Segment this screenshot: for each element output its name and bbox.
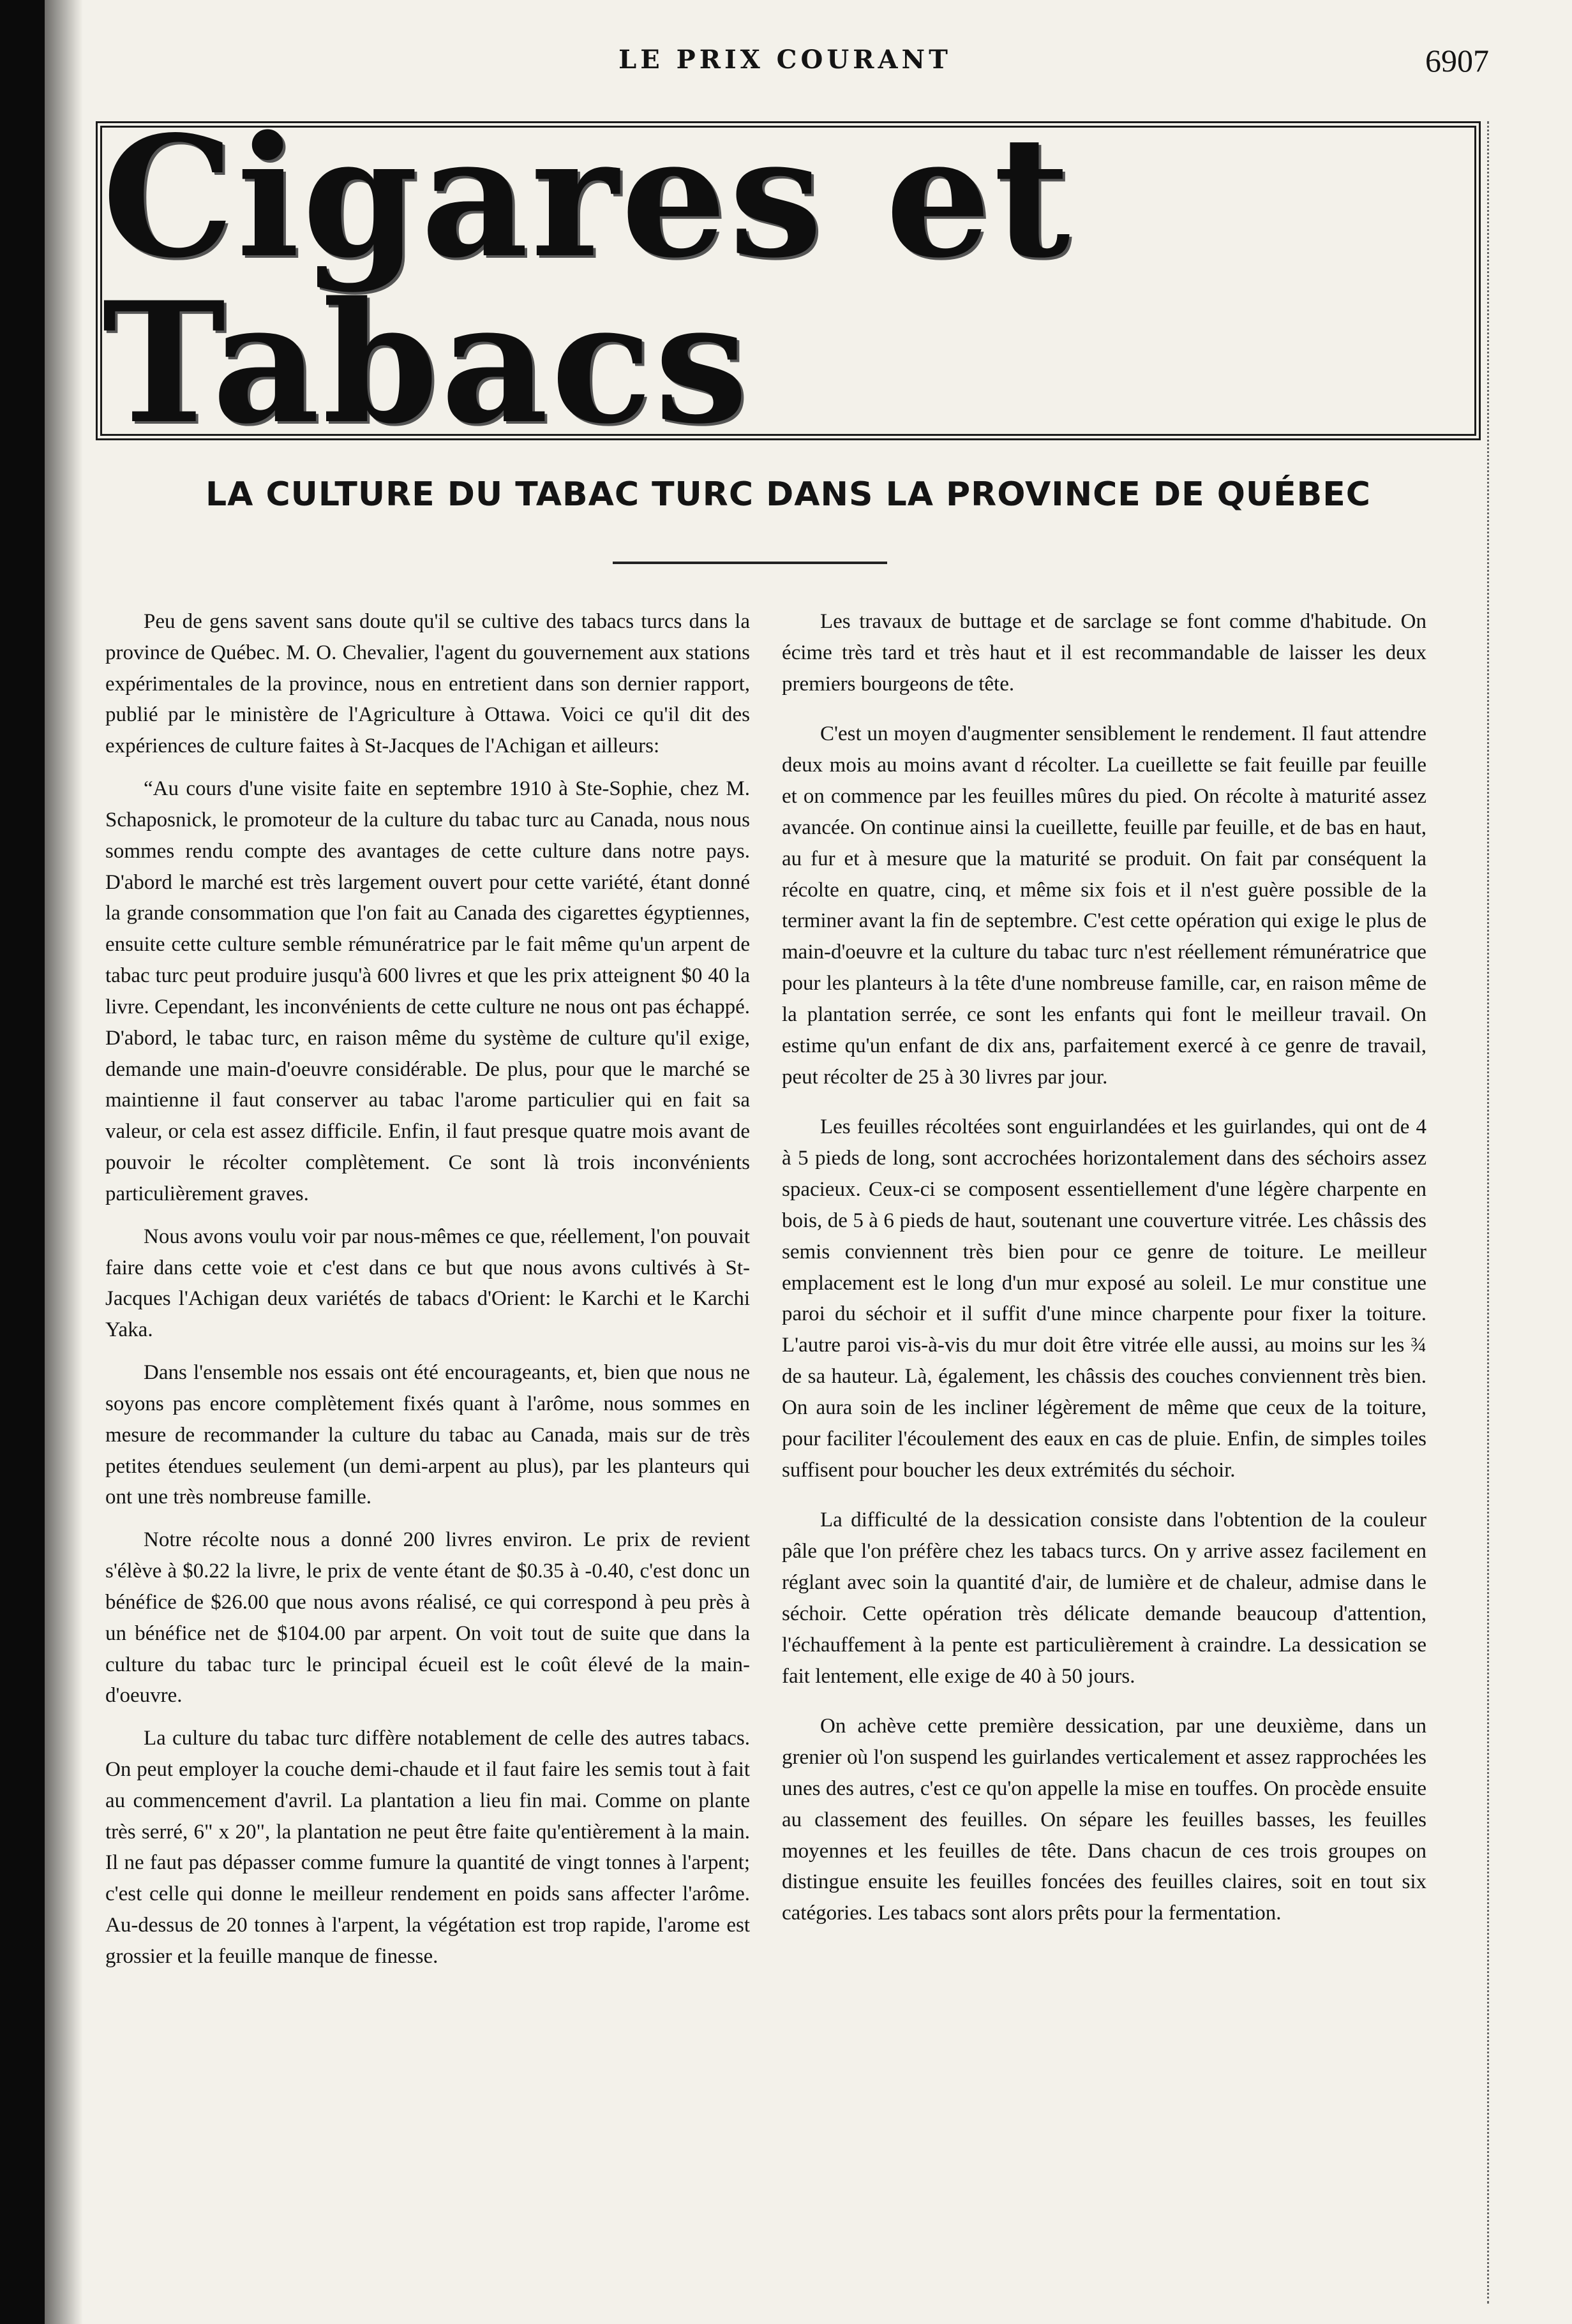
right-column [782, 606, 1426, 1948]
paragraph: Nous avons voulu voir par nous-mêmes ce que, réellement, l'on pouvait faire dans cette voie et c'est dans ce but que nous avons cultivés à St-Jacques l'Achigan deux variétés de tabacs d'Orient: le Karchi et le Karchi Yaka. [105, 1225, 750, 1342]
paragraph: C'est un moyen d'augmenter sensiblement le rendement. Il faut attendre deux mois au moins avant d récolter. La cueillette se fait feuille par feuille et on commence par les feuilles mûres du pied. On récolte à maturité assez avancée. On continue ainsi la cueillette, feuille par feuille, et de bas en haut, au fur et à mesure que la maturité se produit. On fait par conséquent la récolte en quatre, cinq, et même six fois et il n'est guère possible de la terminer avant la fin de septembre. C'est cette opération qui exige le plus de main-d'oeuvre et la culture du tabac turc n'est réellement rémunératrice que pour les planteurs à la tête d'une nombreuse famille, car, en raison même de la plantation serrée, ce sont les enfants qui font le meilleur travail. On estime qu'un enfant de dix ans, parfaitement exercé à ce genre de travail, peut récolter de 25 à 30 livres par jour. [782, 722, 1426, 1089]
paragraph: On achève cette première dessication, par une deuxième, dans un grenier où l'on suspend les guirlandes verticalement et assez rapprochées les unes des autres, c'est ce qu'on appelle la mise en touffes. On procède ensuite au classement des feuilles. On sépare les feuilles basses, les feuilles moyennes et les feuilles de tête. Dans chacun de ces trois groupes on distingue ensuite les feuilles foncées des feuilles claires, soit en tout six catégories. Les tabacs sont alors prêts pour la fermentation. [782, 1715, 1426, 1925]
paragraph: Peu de gens savent sans doute qu'il se cultive des tabacs turcs dans la province de Québec. M. O. Chevalier, l'agent du gouvernement aux stations expérimentales de la province, nous en entretient dans son dernier rapport, publié par le ministère de l'Agriculture à Ottawa. Voici ce qu'il dit des expériences de culture faites à St-Jacques de l'Achigan et ailleurs: [105, 610, 750, 758]
paragraph: Les feuilles récoltées sont enguirlandées et les guirlandes, qui ont de 4 à 5 pieds de long, sont accrochées horizontalement dans des séchoirs assez spacieux. Ceux-ci se composent essentiellement d'une légère charpente en bois, de 5 à 6 pieds de haut, soutenant une couverture vitrée. Les châssis des semis conviennent très bien pour ce genre de toiture. Le meilleur emplacement est le long d'un mur exposé au soleil. Le mur constitue une paroi du séchoir et il suffit d'une mince charpente pour fixer la toiture. L'autre paroi vis-à-vis du mur doit être vitrée elle aussi, au moins sur les ¾ de sa hauteur. Là, également, les châssis des couches conviennent très bien. On aura soin de les incliner légèrement de même que ceux de la toiture, pour faciliter l'écoulement des eaux en cas de pluie. Enfin, de simples toiles suffisent pour boucher les deux extrémités du séchoir. [782, 1115, 1426, 1482]
paragraph: Les travaux de buttage et de sarclage se font comme d'habitude. On écime très tard et très haut et il est recommandable de laisser les deux premiers bourgeons de tête. [782, 610, 1426, 696]
article-title: LA CULTURE DU TABAC TURC DANS LA PROVINCE DE QUÉBEC [206, 475, 1371, 514]
paragraph: “Au cours d'une visite faite en septembre 1910 à Ste-Sophie, chez M. Schaposnick, le promoteur de la culture du tabac turc au Canada, nous nous sommes rendu compte des avantages de cette culture dans notre pays. D'abord le marché est très largement ouvert pour cette variété, étant donné la grande consommation que l'on fait au Canada des cigarettes égyptiennes, ensuite cette culture semble rémunératrice par le fait même qu'un arpent de tabac turc peut produire jusqu'à 600 livres et que les prix atteignent $0 40 la livre. Cependant, les inconvénients de cette culture ne nous ont pas échappé. D'abord, le tabac turc, en raison même du système de culture qu'il exige, demande une main-d'oeuvre considérable. De plus, pour que le marché se maintienne il faut conserver au tabac l'arome particulier qui en fait sa valeur, or cela est assez difficile. Enfin, il faut presque quatre mois avant de pouvoir le récolter complètement. Ce sont là trois inconvénients particulièrement graves. [105, 777, 750, 1205]
page-number: 6907 [1425, 43, 1489, 78]
paragraph: La difficulté de la dessication consiste dans l'obtention de la couleur pâle que l'on préfère chez les tabacs turcs. On y arrive assez facilement en réglant avec soin la quantité d'air, de lumière et de chaleur, admise dans le séchoir. Cette opération très délicate demande beaucoup d'attention, l'échauffement à la pente est particulièrement à craindre. La dessication se fait lentement, elle exige de 40 à 50 jours. [782, 1508, 1426, 1688]
title-rule [613, 562, 887, 564]
paragraph: La culture du tabac turc diffère notablement de celle des autres tabacs. On peut employer la couche demi-chaude et il faut faire les semis tout à fait au commencement d'avril. La plantation a lieu fin mai. Comme on plante très serré, 6" x 20", la plantation ne peut être faite qu'entièrement à la main. Il ne faut pas dépasser comme fumure la quantité de vingt tonnes à l'arpent; c'est celle qui donne le meilleur rendement en poids sans affecter l'arôme. Au-dessus de 20 tonnes à l'arpent, la végétation est trop rapide, l'arome est grossier et la feuille manque de finesse. [105, 1727, 750, 1968]
paragraph: Dans l'ensemble nos essais ont été encourageants, et, bien que nous ne soyons pas encore complètement fixés quant à l'arôme, nous sommes en mesure de recommander la culture du tabac au Canada, mais sur de très petites étendues seulement (un demi-arpent au plus), par les planteurs qui ont une très nombreuse famille. [105, 1361, 750, 1509]
page-border-right [1487, 121, 1493, 2304]
scan-binding-shadow [0, 0, 45, 2324]
running-head: LE PRIX COURANT [618, 45, 952, 75]
paragraph: Notre récolte nous a donné 200 livres environ. Le prix de revient s'élève à $0.22 la livre, le prix de vente étant de $0.35 à -0.40, c'est donc un bénéfice de $26.00 que nous avons réalisé, ce qui correspond à peu près à un bénéfice net de $104.00 par arpent. On voit tout de suite que dans la culture du tabac turc le principal écueil est le coût élevé de la main-d'oeuvre. [105, 1528, 750, 1708]
left-column [105, 606, 750, 1984]
masthead-title: Cigares et Tabacs [102, 100, 1073, 461]
masthead-box [96, 100, 1481, 461]
